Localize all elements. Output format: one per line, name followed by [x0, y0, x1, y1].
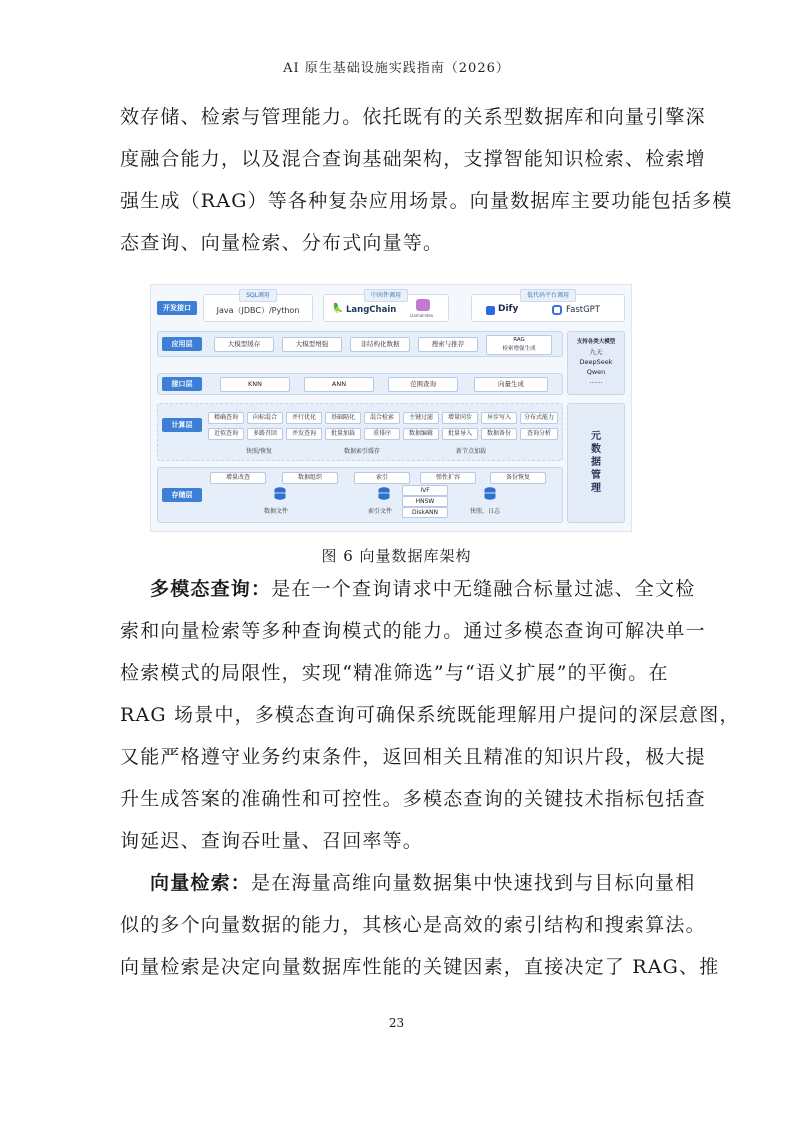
vector-line: 似的多个向量数据的能力，其核心是高效的索引结构和搜索算法。	[120, 914, 706, 936]
llamaindex-label: LlamaIndex	[410, 313, 434, 318]
models-panel	[567, 331, 625, 395]
rag-label: RAG	[513, 337, 525, 343]
compute-cell: 增量同步	[442, 412, 478, 424]
model-name: ……	[589, 377, 603, 385]
intro-line: 度融合能力，以及混合查询基础架构，支撑智能知识检索、检索增	[120, 148, 706, 170]
multimodal-line: 又能严格遵守业务约束条件，返回相关且精准的知识片段，极大提	[120, 746, 706, 768]
lowcode-group-tag: 低代码平台调用	[520, 289, 576, 302]
storage-file-label: 快照、日志	[470, 508, 501, 515]
compute-cell: 并发查询	[286, 428, 322, 440]
compute-cell: 并行优化	[286, 412, 322, 424]
storage-file-label: 数据文件	[264, 508, 289, 515]
dev-interface-label: 开发接口	[157, 301, 197, 315]
figure-caption: 图 6 向量数据库架构	[321, 547, 472, 565]
compute-layer-label: 计算层	[162, 418, 202, 432]
storage-cell: 增量改查	[210, 472, 266, 484]
storage-layer-label: 存储层	[162, 488, 202, 502]
middleware-group	[323, 294, 449, 322]
parrot-icon: 🦜	[332, 304, 344, 314]
metadata-char: 理	[591, 483, 601, 494]
metadata-char: 据	[591, 457, 601, 468]
dify-icon	[486, 306, 495, 315]
metadata-char: 管	[591, 470, 601, 481]
multimodal-line: 索和向量检索等多种查询模式的能力。通过多模态查询可解决单一	[120, 620, 706, 642]
multimodal-line: RAG 场景中，多模态查询可确保系统既能理解用户提问的深层意图，	[120, 704, 740, 726]
intro-line: 态查询、向量检索、分布式向量等。	[120, 232, 444, 254]
compute-cell: 基础隔化	[325, 412, 361, 424]
compute-cell: 批量加载	[325, 428, 361, 440]
lowcode-group	[471, 294, 625, 322]
multimodal-line: 检索模式的局限性，实现“精准筛选”与“语义扩展”的平衡。在	[120, 662, 669, 684]
app-cell: 非结构化数据	[350, 337, 410, 352]
architecture-figure	[150, 284, 632, 532]
compute-cell: 批量导入	[442, 428, 478, 440]
compute-cell: 数据编辑	[403, 428, 439, 440]
compute-cell: 数据备份	[481, 428, 517, 440]
storage-layer	[157, 467, 563, 523]
vector-first-line	[120, 862, 696, 904]
page-header: AI 原生基础设施实践指南（2026）	[283, 61, 510, 76]
api-cell: ANN	[304, 377, 374, 392]
multimodal-paragraph	[120, 568, 740, 862]
index-type-cell: IVF	[402, 485, 448, 496]
vector-term: 向量检索：	[150, 872, 252, 894]
llama-icon	[416, 299, 430, 311]
compute-cell: 重排序	[364, 428, 400, 440]
storage-cell: 索引	[354, 472, 410, 484]
storage-file-label: 索引文件	[368, 508, 393, 515]
app-cell: 大模型增强	[282, 337, 342, 352]
storage-cell: 数据组织	[282, 472, 338, 484]
storage-cell: 弹性扩容	[420, 472, 476, 484]
database-icon	[484, 487, 496, 500]
page-number: 23	[388, 1016, 405, 1030]
database-icon	[378, 487, 390, 500]
api-layer-label: 接口层	[162, 377, 202, 391]
fastgpt-icon	[552, 305, 562, 315]
application-layer	[157, 331, 563, 357]
model-name: DeepSeek	[579, 358, 613, 366]
compute-cell: 混合检索	[364, 412, 400, 424]
middleware-group-tag: 中间件调用	[364, 289, 408, 302]
api-cell: 向量生成	[474, 377, 548, 392]
index-type-cell: HNSW	[402, 496, 448, 507]
intro-paragraph	[120, 96, 733, 264]
fastgpt-label: FastGPT	[566, 305, 600, 315]
langchain-label: LangChain	[346, 305, 397, 315]
vector-paragraph	[120, 862, 720, 988]
compute-cell: 主键过滤	[403, 412, 439, 424]
multimodal-first-line	[120, 568, 696, 610]
compute-layer	[157, 403, 563, 461]
interface-layer	[157, 373, 563, 395]
compute-cell: 多路召回	[247, 428, 283, 440]
rag-cell	[486, 335, 552, 355]
sql-group-tag: SQL调用	[239, 289, 277, 302]
vector-line: 向量检索是决定向量数据库性能的关键因素，直接决定了 RAG、推	[120, 956, 720, 978]
intro-line: 强生成（RAG）等各种复杂应用场景。向量数据库主要功能包括多模	[120, 190, 733, 212]
index-type-cell: DiskANN	[402, 507, 448, 518]
api-cell: 范围查询	[388, 377, 458, 392]
app-cell: 搜索与推荐	[418, 337, 478, 352]
models-panel-title: 支持各类大模型	[576, 339, 616, 345]
metadata-panel	[567, 403, 625, 523]
app-layer-label: 应用层	[162, 337, 202, 351]
compute-cell: 向标混合	[247, 412, 283, 424]
multimodal-line: 询延迟、查询吞吐量、召回率等。	[120, 830, 424, 852]
rag-desc: 检索增强生成	[502, 346, 536, 352]
metadata-char: 数	[591, 444, 601, 455]
compute-cell: 查询分析	[520, 428, 558, 440]
compute-cell: 精确查询	[208, 412, 244, 424]
compute-cell: 近似查询	[208, 428, 244, 440]
storage-cell: 备份恢复	[490, 472, 546, 484]
multimodal-first-rest: 是在一个查询请求中无缝融合标量过滤、全文检	[271, 578, 696, 600]
compute-bottom-label: 数据索引缓存	[344, 448, 381, 455]
model-name: 九天	[589, 348, 603, 356]
api-cell: KNN	[220, 377, 290, 392]
multimodal-term: 多模态查询：	[150, 578, 272, 600]
dify-label: Dify	[498, 304, 519, 314]
app-cell: 大模型缓存	[214, 337, 274, 352]
sql-group-text: Java（JDBC）/Python	[216, 306, 300, 315]
vector-first-rest: 是在海量高维向量数据集中快速找到与目标向量相	[251, 872, 696, 894]
metadata-char: 元	[591, 431, 601, 442]
compute-bottom-label: 新节点加载	[456, 448, 487, 455]
database-icon	[274, 487, 286, 500]
model-name: Qwen	[586, 368, 606, 376]
intro-line: 效存储、检索与管理能力。依托既有的关系型数据库和向量引擎深	[120, 106, 706, 128]
sql-group	[203, 294, 313, 322]
compute-cell: 异步写入	[481, 412, 517, 424]
compute-bottom-label: 快照/恢复	[246, 448, 273, 455]
multimodal-line: 升生成答案的准确性和可控性。多模态查询的关键技术指标包括查	[120, 788, 706, 810]
compute-cell: 分布式能力	[520, 412, 558, 424]
